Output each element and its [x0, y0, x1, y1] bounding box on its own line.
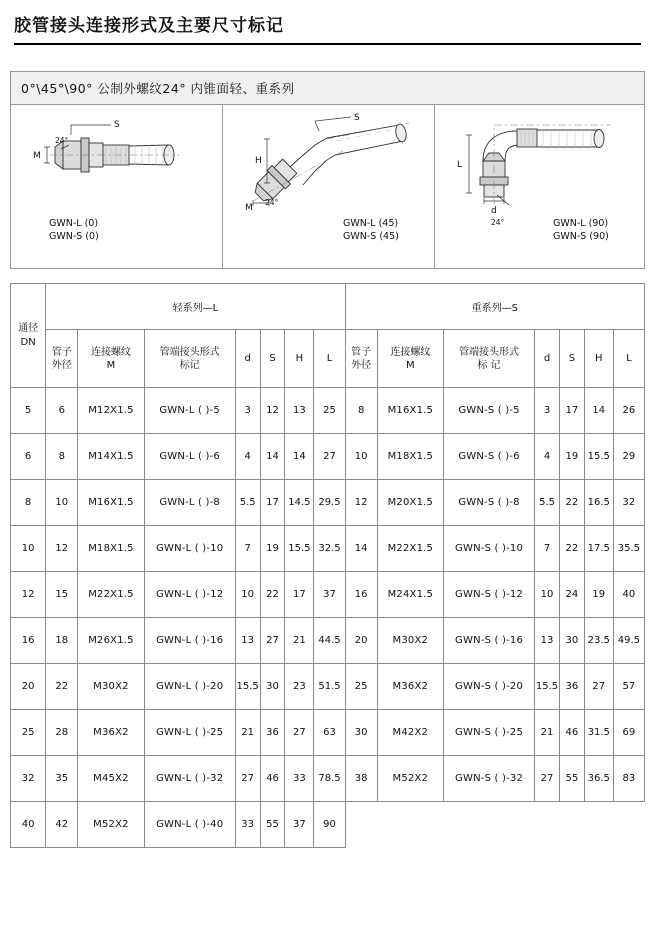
- cell-light-od: 42: [46, 802, 78, 848]
- header-light-thread-l2: M: [106, 359, 116, 371]
- cell-dn: 25: [11, 710, 46, 756]
- table-row: [11, 664, 645, 710]
- cell-heavy-mark: GWN-S ( )-8: [443, 480, 534, 526]
- cell-light-L: 25: [314, 388, 345, 434]
- cell-heavy-thread: M30X2: [377, 618, 443, 664]
- table-group-header-row: [11, 284, 645, 330]
- header-group-heavy: 重系列—S: [345, 284, 644, 330]
- cell-light-S: 22: [260, 572, 285, 618]
- header-heavy-H: H: [584, 330, 613, 388]
- header-heavy-mark-l1: 管端接头形式: [459, 346, 520, 358]
- cell-heavy-mark: GWN-S ( )-5: [443, 388, 534, 434]
- figure-0deg-captions: [49, 217, 99, 243]
- cell-heavy-L: 69: [613, 710, 644, 756]
- cell-heavy-od: 16: [345, 572, 377, 618]
- table-row: [11, 572, 645, 618]
- cell-light-d: 15.5: [235, 664, 260, 710]
- cell-light-od: 35: [46, 756, 78, 802]
- cell-light-d: 13: [235, 618, 260, 664]
- header-heavy-thread: [377, 330, 443, 388]
- cell-light-L: 51.5: [314, 664, 345, 710]
- cell-heavy-mark: GWN-S ( )-6: [443, 434, 534, 480]
- cell-light-mark: GWN-L ( )-12: [144, 572, 235, 618]
- table-row: [11, 710, 645, 756]
- svg-text:M: M: [245, 203, 253, 214]
- cell-heavy-S: 24: [559, 572, 584, 618]
- cell-heavy-L: 26: [613, 388, 644, 434]
- page-title: 胶管接头连接形式及主要尺寸标记: [14, 16, 284, 36]
- figure-0deg: [11, 105, 222, 268]
- figure-45deg-captions: [343, 217, 399, 243]
- cell-light-H: 14.5: [285, 480, 314, 526]
- cell-light-mark: GWN-L ( )-32: [144, 756, 235, 802]
- cell-light-mark: GWN-L ( )-5: [144, 388, 235, 434]
- figure-90deg-caption-1: GWN-L (90): [553, 218, 609, 230]
- cell-light-L: 37: [314, 572, 345, 618]
- cell-light-H: 14: [285, 434, 314, 480]
- cell-dn: 10: [11, 526, 46, 572]
- header-light-mark: [144, 330, 235, 388]
- cell-heavy-L: 57: [613, 664, 644, 710]
- cell-light-mark: GWN-L ( )-25: [144, 710, 235, 756]
- cell-light-mark: GWN-L ( )-8: [144, 480, 235, 526]
- cell-light-mark: GWN-L ( )-10: [144, 526, 235, 572]
- cell-light-L: 27: [314, 434, 345, 480]
- header-light-od-l2: 外径: [51, 359, 72, 371]
- cell-light-H: 13: [285, 388, 314, 434]
- header-heavy-mark-l2: 标 记: [477, 359, 501, 371]
- cell-light-S: 14: [260, 434, 285, 480]
- header-heavy-thread-l1: 连接螺纹: [390, 346, 431, 358]
- cell-heavy-mark: GWN-S ( )-20: [443, 664, 534, 710]
- table-row: [11, 388, 645, 434]
- cell-light-thread: M14X1.5: [78, 434, 144, 480]
- cell-light-H: 15.5: [285, 526, 314, 572]
- cell-heavy-S: 36: [559, 664, 584, 710]
- cell-light-d: 3: [235, 388, 260, 434]
- cell-heavy-H: 23.5: [584, 618, 613, 664]
- title-divider: [14, 43, 641, 45]
- cell-heavy-thread: M42X2: [377, 710, 443, 756]
- cell-heavy-L: 32: [613, 480, 644, 526]
- header-heavy-od-l1: 管子: [351, 346, 372, 358]
- cell-heavy-mark: GWN-S ( )-32: [443, 756, 534, 802]
- cell-light-mark: GWN-L ( )-20: [144, 664, 235, 710]
- header-heavy-od-l2: 外径: [351, 359, 372, 371]
- cell-light-d: 33: [235, 802, 260, 848]
- header-heavy-thread-l2: M: [406, 359, 415, 371]
- cell-light-S: 55: [260, 802, 285, 848]
- cell-heavy-mark: GWN-S ( )-10: [443, 526, 534, 572]
- cell-light-L: 32.5: [314, 526, 345, 572]
- cell-light-d: 4: [235, 434, 260, 480]
- spec-table-wrap: [10, 283, 645, 848]
- cell-light-mark: GWN-L ( )-6: [144, 434, 235, 480]
- cell-light-L: 78.5: [314, 756, 345, 802]
- header-light-L: L: [314, 330, 345, 388]
- cell-heavy-L: 49.5: [613, 618, 644, 664]
- cell-light-thread: M12X1.5: [78, 388, 144, 434]
- cell-light-thread: M22X1.5: [78, 572, 144, 618]
- cell-light-L: 63: [314, 710, 345, 756]
- figure-45deg: [222, 105, 434, 268]
- cell-heavy-d: 21: [535, 710, 560, 756]
- cell-light-S: 36: [260, 710, 285, 756]
- figure-90deg: [434, 105, 644, 268]
- cell-light-S: 30: [260, 664, 285, 710]
- figure-45deg-drawing: [223, 105, 435, 267]
- cell-light-S: 46: [260, 756, 285, 802]
- cell-light-thread: M30X2: [78, 664, 144, 710]
- cell-light-L: 44.5: [314, 618, 345, 664]
- cell-heavy-d: 5.5: [535, 480, 560, 526]
- cell-light-od: 22: [46, 664, 78, 710]
- svg-text:d: d: [491, 206, 497, 217]
- figures-row: [10, 105, 645, 269]
- cell-heavy-mark: GWN-S ( )-16: [443, 618, 534, 664]
- header-light-od: [46, 330, 78, 388]
- cell-light-H: 37: [285, 802, 314, 848]
- table-row: [11, 756, 645, 802]
- cell-light-thread: M36X2: [78, 710, 144, 756]
- cell-light-od: 12: [46, 526, 78, 572]
- cell-dn: 20: [11, 664, 46, 710]
- title-block: [0, 0, 655, 51]
- cell-light-mark: GWN-L ( )-40: [144, 802, 235, 848]
- table-row: [11, 802, 645, 848]
- header-light-mark-l2: 标记: [179, 359, 200, 371]
- cell-dn: 16: [11, 618, 46, 664]
- cell-dn: 5: [11, 388, 46, 434]
- cell-light-d: 10: [235, 572, 260, 618]
- cell-heavy-thread: M16X1.5: [377, 388, 443, 434]
- cell-light-S: 12: [260, 388, 285, 434]
- header-light-thread: [78, 330, 144, 388]
- cell-heavy-L: 35.5: [613, 526, 644, 572]
- cell-heavy-od: 8: [345, 388, 377, 434]
- cell-light-od: 10: [46, 480, 78, 526]
- cell-light-thread: M45X2: [78, 756, 144, 802]
- header-dn: [11, 284, 46, 388]
- cell-heavy-thread: M22X1.5: [377, 526, 443, 572]
- header-heavy-mark: [443, 330, 534, 388]
- header-light-S: S: [260, 330, 285, 388]
- table-row: [11, 434, 645, 480]
- cell-heavy-d: 7: [535, 526, 560, 572]
- cell-light-od: 15: [46, 572, 78, 618]
- cell-heavy-H: 14: [584, 388, 613, 434]
- cell-light-L: 29.5: [314, 480, 345, 526]
- svg-text:L: L: [457, 160, 463, 171]
- cell-light-S: 27: [260, 618, 285, 664]
- svg-text:M: M: [33, 151, 41, 162]
- cell-heavy-S: 22: [559, 526, 584, 572]
- svg-text:S: S: [354, 113, 360, 124]
- figure-90deg-drawing: [435, 105, 645, 267]
- table-subheader-row: [11, 330, 645, 388]
- figure-0deg-drawing: [11, 105, 222, 267]
- svg-text:24°: 24°: [55, 136, 69, 146]
- table-row: [11, 618, 645, 664]
- figure-90deg-captions: [553, 217, 609, 243]
- cell-light-thread: M52X2: [78, 802, 144, 848]
- cell-dn: 12: [11, 572, 46, 618]
- cell-light-od: 6: [46, 388, 78, 434]
- cell-light-mark: GWN-L ( )-16: [144, 618, 235, 664]
- header-light-H: H: [285, 330, 314, 388]
- cell-heavy-thread: M18X1.5: [377, 434, 443, 480]
- spec-table: [10, 283, 645, 848]
- cell-heavy-thread: M24X1.5: [377, 572, 443, 618]
- figure-45deg-caption-2: GWN-S (45): [343, 231, 399, 243]
- svg-text:24°: 24°: [491, 218, 505, 228]
- cell-heavy-S: 55: [559, 756, 584, 802]
- cell-heavy-od: 38: [345, 756, 377, 802]
- cell-heavy-d: 3: [535, 388, 560, 434]
- cell-light-H: 33: [285, 756, 314, 802]
- cell-light-H: 23: [285, 664, 314, 710]
- cell-light-S: 17: [260, 480, 285, 526]
- header-heavy-S: S: [559, 330, 584, 388]
- table-row: [11, 480, 645, 526]
- cell-heavy-od: 14: [345, 526, 377, 572]
- cell-heavy-H: 15.5: [584, 434, 613, 480]
- header-light-d: d: [235, 330, 260, 388]
- cell-heavy-H: 16.5: [584, 480, 613, 526]
- cell-heavy-thread: M52X2: [377, 756, 443, 802]
- cell-heavy-S: 22: [559, 480, 584, 526]
- figure-0deg-caption-1: GWN-L (0): [49, 218, 99, 230]
- cell-light-od: 28: [46, 710, 78, 756]
- header-dn-line2: DN: [20, 336, 36, 348]
- spec-table-body: [11, 388, 645, 848]
- cell-heavy-empty: [345, 802, 644, 848]
- cell-heavy-S: 17: [559, 388, 584, 434]
- cell-heavy-od: 25: [345, 664, 377, 710]
- cell-light-d: 7: [235, 526, 260, 572]
- header-dn-line1: 通径: [18, 322, 39, 334]
- header-light-mark-l1: 管端接头形式: [159, 346, 220, 358]
- cell-heavy-d: 27: [535, 756, 560, 802]
- cell-heavy-od: 20: [345, 618, 377, 664]
- cell-heavy-L: 83: [613, 756, 644, 802]
- header-heavy-od: [345, 330, 377, 388]
- section-header-text: 0°\45°\90° 公制外螺纹24° 内锥面轻、重系列: [21, 81, 295, 97]
- cell-light-H: 17: [285, 572, 314, 618]
- cell-heavy-H: 17.5: [584, 526, 613, 572]
- cell-light-L: 90: [314, 802, 345, 848]
- section-header-bar: [10, 71, 645, 105]
- cell-heavy-mark: GWN-S ( )-25: [443, 710, 534, 756]
- cell-heavy-L: 40: [613, 572, 644, 618]
- cell-light-d: 21: [235, 710, 260, 756]
- cell-heavy-H: 31.5: [584, 710, 613, 756]
- cell-heavy-H: 36.5: [584, 756, 613, 802]
- cell-heavy-od: 12: [345, 480, 377, 526]
- header-light-od-l1: 管子: [51, 346, 72, 358]
- cell-heavy-S: 46: [559, 710, 584, 756]
- cell-light-od: 8: [46, 434, 78, 480]
- cell-heavy-d: 10: [535, 572, 560, 618]
- cell-light-H: 21: [285, 618, 314, 664]
- svg-text:S: S: [114, 120, 120, 131]
- cell-heavy-d: 13: [535, 618, 560, 664]
- cell-heavy-d: 4: [535, 434, 560, 480]
- cell-heavy-thread: M20X1.5: [377, 480, 443, 526]
- cell-dn: 6: [11, 434, 46, 480]
- table-row: [11, 526, 645, 572]
- header-light-thread-l1: 连接螺纹: [90, 346, 131, 358]
- cell-heavy-od: 10: [345, 434, 377, 480]
- header-heavy-L: L: [613, 330, 644, 388]
- cell-dn: 32: [11, 756, 46, 802]
- cell-heavy-S: 30: [559, 618, 584, 664]
- figure-0deg-caption-2: GWN-S (0): [49, 231, 99, 243]
- cell-heavy-d: 15.5: [535, 664, 560, 710]
- svg-text:H: H: [255, 156, 262, 167]
- figure-90deg-caption-2: GWN-S (90): [553, 231, 609, 243]
- cell-heavy-H: 27: [584, 664, 613, 710]
- cell-heavy-od: 30: [345, 710, 377, 756]
- header-group-light: 轻系列—L: [46, 284, 345, 330]
- cell-light-H: 27: [285, 710, 314, 756]
- cell-dn: 40: [11, 802, 46, 848]
- cell-light-d: 5.5: [235, 480, 260, 526]
- cell-heavy-L: 29: [613, 434, 644, 480]
- svg-text:24°: 24°: [265, 198, 279, 208]
- cell-heavy-mark: GWN-S ( )-12: [443, 572, 534, 618]
- header-heavy-d: d: [535, 330, 560, 388]
- cell-heavy-H: 19: [584, 572, 613, 618]
- cell-heavy-S: 19: [559, 434, 584, 480]
- cell-light-thread: M26X1.5: [78, 618, 144, 664]
- cell-light-thread: M16X1.5: [78, 480, 144, 526]
- cell-heavy-thread: M36X2: [377, 664, 443, 710]
- cell-light-thread: M18X1.5: [78, 526, 144, 572]
- cell-light-od: 18: [46, 618, 78, 664]
- cell-light-S: 19: [260, 526, 285, 572]
- cell-dn: 8: [11, 480, 46, 526]
- figure-45deg-caption-1: GWN-L (45): [343, 218, 399, 230]
- cell-light-d: 27: [235, 756, 260, 802]
